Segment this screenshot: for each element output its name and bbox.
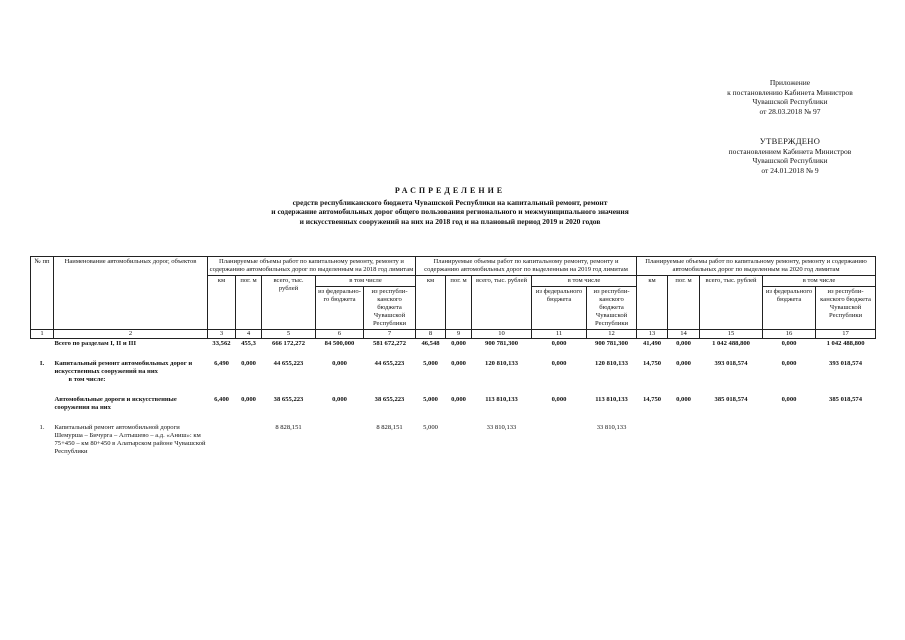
cell: 0,000 xyxy=(676,340,691,347)
cell xyxy=(316,423,364,457)
header-incl: в том числе xyxy=(763,276,876,287)
appendix-line: к постановлению Кабинета Министров xyxy=(727,87,853,97)
cell: 0,000 xyxy=(781,396,797,403)
cell: 393 018,574 xyxy=(829,360,863,367)
column-numbers-row xyxy=(31,330,876,339)
cell xyxy=(446,423,472,457)
cell: 5,000 xyxy=(423,424,438,431)
appendix-line: Чувашской Республики xyxy=(752,97,828,106)
cell: 84 500,000 xyxy=(324,340,355,347)
approved-block xyxy=(700,137,880,175)
header-republic: из республи-канского бюджета Чувашской Республики xyxy=(364,287,416,330)
row-no xyxy=(31,339,54,350)
cell xyxy=(532,423,587,457)
cell xyxy=(763,423,816,457)
row-name: Автомобильные дороги и искусственные сооружения на них xyxy=(54,396,177,411)
header-pog: пог. м xyxy=(236,276,262,330)
header-incl: в том числе xyxy=(532,276,637,287)
cell xyxy=(668,423,700,457)
cell: 0,000 xyxy=(551,360,567,367)
cell: 38 655,223 xyxy=(374,396,405,403)
header-federal: из федерального бюджета xyxy=(763,287,816,330)
row-no: 1. xyxy=(39,424,45,431)
cell: 120 810,133 xyxy=(595,360,628,367)
cell: 44 655,223 xyxy=(273,360,304,367)
cell: 6,400 xyxy=(214,396,229,403)
col-num: 17 xyxy=(816,330,876,339)
col-num: 12 xyxy=(587,330,637,339)
table-row xyxy=(31,423,876,457)
cell: 455,3 xyxy=(241,340,256,347)
cell: 1 042 488,800 xyxy=(826,340,865,347)
distribution-table xyxy=(30,256,876,457)
col-num: 8 xyxy=(416,330,446,339)
cell xyxy=(637,423,668,457)
cell: 14,750 xyxy=(642,360,662,367)
cell: 0,000 xyxy=(451,340,466,347)
cell: 14,750 xyxy=(642,396,662,403)
col-num: 4 xyxy=(236,330,262,339)
cell: 33 810,133 xyxy=(596,424,627,431)
spacer xyxy=(31,349,876,359)
header-total: всего, тыс. рублей xyxy=(700,276,763,330)
header-federal: из федерально-го бюджета xyxy=(316,287,364,330)
header-pog: пог. м xyxy=(446,276,472,330)
cell: 46,548 xyxy=(421,340,440,347)
table-row-section-1 xyxy=(31,359,876,385)
header-2018: Планируемые объемы работ по капитальному ремонту, ремонту и содержанию автомобильных дорог по выделенным на 2018 год лимитам xyxy=(208,257,416,276)
col-num: 2 xyxy=(54,330,208,339)
cell: 0,000 xyxy=(451,396,466,403)
spacer xyxy=(31,385,876,395)
document-title xyxy=(150,186,750,226)
appendix-line: от 28.03.2018 № 97 xyxy=(759,106,821,116)
cell: 113 810,133 xyxy=(485,396,518,403)
cell: 113 810,133 xyxy=(595,396,628,403)
col-num: 6 xyxy=(316,330,364,339)
header-no: № пп xyxy=(31,257,54,330)
cell: 0,000 xyxy=(781,340,797,347)
cell: 33 810,133 xyxy=(486,424,517,431)
cell: 120 810,133 xyxy=(485,360,518,367)
col-num: 13 xyxy=(637,330,668,339)
cell xyxy=(208,423,236,457)
cell: 5,000 xyxy=(423,396,438,403)
cell: 6,490 xyxy=(214,360,229,367)
cell: 1 042 488,800 xyxy=(712,340,750,347)
header-km: км xyxy=(416,276,446,330)
cell: 8 828,151 xyxy=(376,424,403,431)
cell: 0,000 xyxy=(676,396,691,403)
header-km: км xyxy=(637,276,668,330)
col-num: 10 xyxy=(472,330,532,339)
cell: 41,490 xyxy=(642,340,662,347)
cell: 0,000 xyxy=(551,340,567,347)
col-num: 16 xyxy=(763,330,816,339)
cell: 900 781,300 xyxy=(485,340,518,347)
title-line: и искусственных сооружений на них на 2018 год и на плановый период 2019 и 2020 годов xyxy=(299,216,601,226)
cell: 385 018,574 xyxy=(829,396,863,403)
col-num: 7 xyxy=(364,330,416,339)
cell xyxy=(236,423,262,457)
cell: 581 672,272 xyxy=(373,340,406,347)
approved-heading: УТВЕРЖДЕНО xyxy=(759,136,821,146)
cell: 0,000 xyxy=(551,396,567,403)
cell: 0,000 xyxy=(332,396,347,403)
title-main: РАСПРЕДЕЛЕНИЕ xyxy=(394,186,506,195)
header-total: всего, тыс. рублей xyxy=(262,276,316,330)
row-no: I. xyxy=(39,360,45,367)
header-republic: из республи-канского бюджета Чувашской Республики xyxy=(587,287,637,330)
cell: 393 018,574 xyxy=(714,360,748,367)
cell: 5,000 xyxy=(423,360,438,367)
col-num: 11 xyxy=(532,330,587,339)
cell: 0,000 xyxy=(451,360,466,367)
cell: 0,000 xyxy=(781,360,797,367)
cell: 8 828,151 xyxy=(275,424,302,431)
table-row-total xyxy=(31,339,876,350)
cell: 44 655,223 xyxy=(374,360,405,367)
cell: 385 018,574 xyxy=(714,396,748,403)
col-num: 15 xyxy=(700,330,763,339)
approved-line: Чувашской Республики xyxy=(752,156,828,165)
header-federal: из федерального бюджета xyxy=(532,287,587,330)
header-name: Наименование автомобильных дорог, объектов xyxy=(54,257,208,330)
header-republic: из республи-канского бюджета Чувашской Республики xyxy=(816,287,876,330)
row-no xyxy=(31,395,54,413)
row-name xyxy=(54,359,208,385)
header-total: всего, тыс. рублей xyxy=(472,276,532,330)
title-line: и содержание автомобильных дорог общего пользования регионального и межмуниципального значения xyxy=(271,207,629,216)
cell: 38 655,223 xyxy=(273,396,304,403)
col-num: 9 xyxy=(446,330,472,339)
cell xyxy=(700,423,763,457)
cell: 900 781,300 xyxy=(595,340,628,347)
cell: 33,562 xyxy=(212,340,231,347)
cell: 0,000 xyxy=(241,360,256,367)
cell: 0,000 xyxy=(332,360,347,367)
row-subtext: в том числе: xyxy=(68,376,106,383)
col-num: 5 xyxy=(262,330,316,339)
approved-line: от 24.01.2018 № 9 xyxy=(761,165,819,175)
approved-line: постановлением Кабинета Министров xyxy=(728,146,852,156)
header-2019: Планируемые объемы работ по капитальному ремонту, ремонту и содержанию автомобильных дорог по выделенным на 2019 год лимитам xyxy=(416,257,637,276)
appendix-line: Приложение xyxy=(769,78,811,87)
col-num: 3 xyxy=(208,330,236,339)
header-km: км xyxy=(208,276,236,330)
cell: 0,000 xyxy=(241,396,256,403)
col-num: 14 xyxy=(668,330,700,339)
row-name: Всего по разделам I, II и III xyxy=(54,340,137,347)
cell: 666 172,272 xyxy=(272,340,305,347)
row-name: Капитальный ремонт автомобильной дороги Шемурша – Бичурга – Алтышево – а.д. «Аниш»: км 75+450 – км 80+450 в Алатырском районе Чувашской Республики xyxy=(54,424,206,455)
spacer xyxy=(31,413,876,423)
header-2020: Планируемые объемы работ по капитальному ремонту, ремонту и содержанию автомобильных дорог по выделенным на 2020 год лимитам xyxy=(637,257,876,276)
appendix-block xyxy=(700,78,880,116)
title-line: средств республиканского бюджета Чувашской Республики на капитальный ремонт, ремонт xyxy=(292,197,608,207)
cell xyxy=(816,423,876,457)
header-incl: в том числе xyxy=(316,276,416,287)
col-num: 1 xyxy=(31,330,54,339)
cell: 0,000 xyxy=(676,360,691,367)
header-pog: пог. м xyxy=(668,276,700,330)
table-row-roads xyxy=(31,395,876,413)
row-name-text: Капитальный ремонт автомобильных дорог и искусственных сооружений на них xyxy=(54,360,193,375)
